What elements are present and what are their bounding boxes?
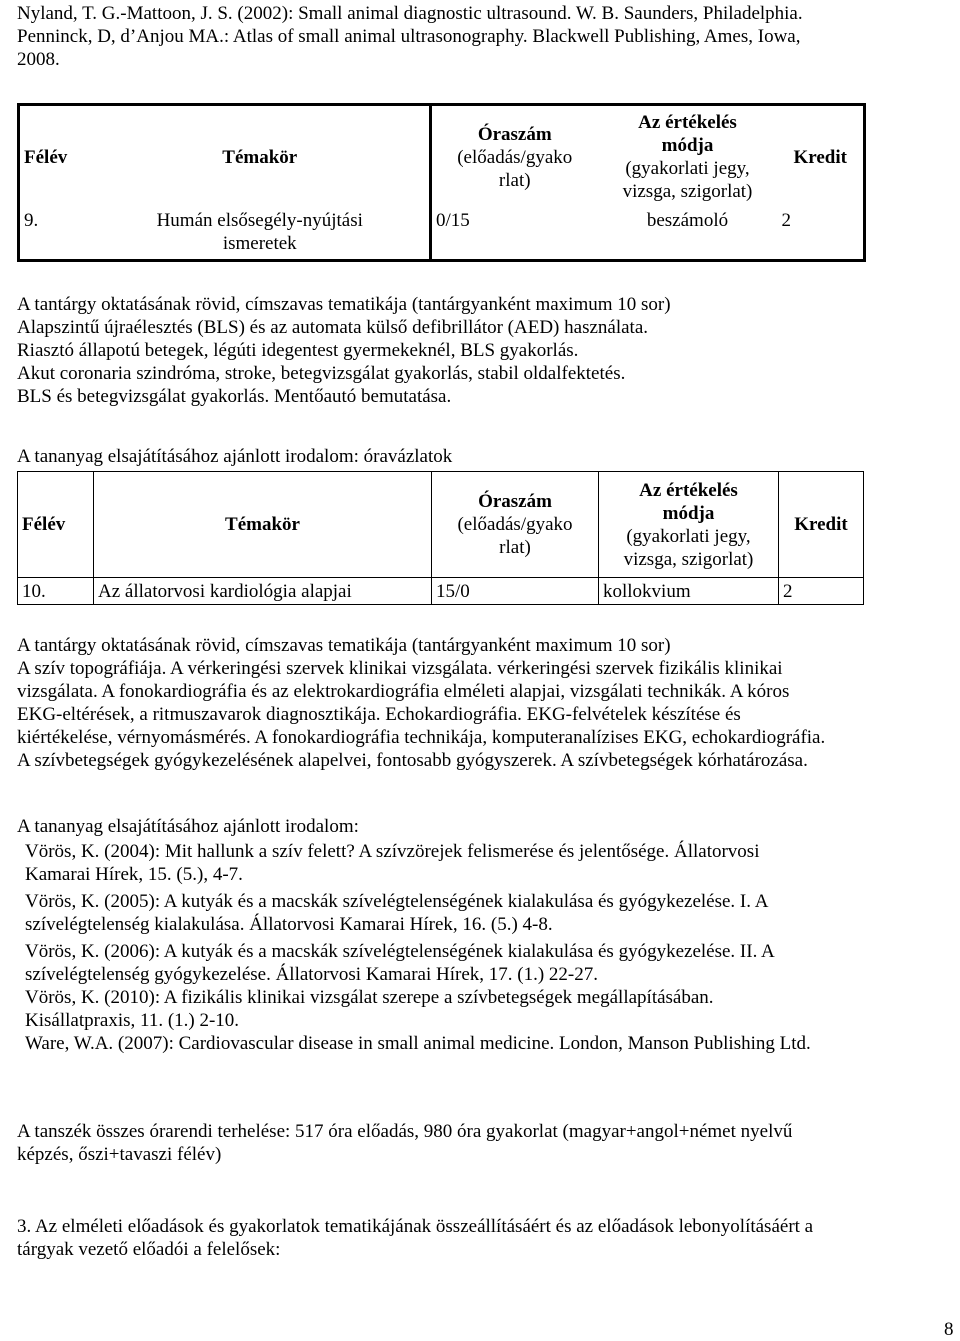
course-hours: 15/0 <box>432 578 599 605</box>
syllabus-line: Akut coronaria szindróma, stroke, betegvizsgálat gyakorlás, stabil oldalfektetés. <box>17 363 626 384</box>
course-evaluation: kollokvium <box>599 578 779 605</box>
header-semester: Félév <box>24 146 68 168</box>
syllabus-line: vizsgálata. A fonokardiográfia és az elektrokardiográfia elméleti alapjai, vizsgálati technikák. A kóros <box>17 681 790 702</box>
header-evaluation: Az értékelés módja (gyakorlati jegy, vizsga, szigorlat) <box>599 472 779 578</box>
course-table-9 <box>17 103 866 262</box>
literature-line: Vörös, K. (2010): A fizikális klinikai vizsgálat szerepe a szívbetegségek megállapításában. <box>25 987 714 1008</box>
header-credit: Kredit <box>793 146 847 168</box>
course-table-10 <box>17 471 864 605</box>
literature-list <box>17 840 957 1055</box>
course-number: 10. <box>18 578 94 605</box>
literature-line: Vörös, K. (2006): A kutyák és a macskák szívelégtelenségének kialakulása és gyógykezelése. II. A <box>25 941 775 962</box>
syllabus-line: A szívbetegségek gyógykezelésének alapelvei, fontosabb gyógyszerek. A szívbetegségek kórhatározása. <box>17 750 808 771</box>
syllabus-line: EKG-eltérések, a ritmuszavarok diagnosztikája. Echokardiográfia. EKG-felvételek készítése és <box>17 704 741 725</box>
course-number: 9. <box>24 209 39 231</box>
course-topic: Humán elsősegély-nyújtási ismeretek <box>91 209 431 261</box>
literature-line: Kamarai Hírek, 15. (5.), 4-7. <box>25 864 243 885</box>
workload-line: A tanszék összes órarendi terhelése: 517 óra előadás, 980 óra gyakorlat (magyar+angol+német nyelvű <box>17 1121 793 1142</box>
literature-line: Vörös, K. (2005): A kutyák és a macskák szívelégtelenségének kialakulása és gyógykezelése. I. A <box>25 891 769 912</box>
course-credit: 2 <box>779 578 864 605</box>
literature-line: Vörös, K. (2004): Mit hallunk a szív felett? A szívzörejek felismerése és jelentősége. Állatorvosi <box>25 841 760 862</box>
course-credit: 2 <box>781 209 791 231</box>
syllabus-line: Riasztó állapotú betegek, légúti idegentest gyermekeknél, BLS gyakorlás. <box>17 340 579 361</box>
header-credit: Kredit <box>794 514 848 535</box>
section-3-line: tárgyak vezető előadói a felelősek: <box>17 1239 281 1260</box>
course10-literature <box>17 815 957 1055</box>
references-top <box>17 2 957 71</box>
course-hours: 0/15 <box>436 209 470 231</box>
header-hours: Óraszám (előadás/gyako rlat) <box>432 472 599 578</box>
literature-line: Kisállatpraxis, 11. (1.) 2-10. <box>25 1010 240 1031</box>
course-evaluation: beszámoló <box>646 209 729 231</box>
header-topic: Témakör <box>91 105 431 209</box>
course10-syllabus <box>17 634 957 772</box>
literature-heading: A tananyag elsajátításához ajánlott irodalom: <box>17 816 359 837</box>
section-3-line: 3. Az elméleti előadások és gyakorlatok tematikájának összeállításáért és az előadások lebonyolításáért a <box>17 1216 814 1237</box>
course-topic: Az állatorvosi kardiológia alapjai <box>94 578 432 605</box>
reference-line: Penninck, D, d’Anjou MA.: Atlas of small animal ultrasonography. Blackwell Publishing, Ames, Iowa, <box>17 26 801 47</box>
workload-line: képzés, őszi+tavaszi félév) <box>17 1144 222 1165</box>
syllabus-line: A szív topográfiája. A vérkeringési szervek klinikai vizsgálata. vérkeringési szervek fizikális klinikai <box>17 658 783 679</box>
literature-line: szívelégtelenség kialakulása. Állatorvosi Kamarai Hírek, 16. (5.) 4-8. <box>25 914 553 935</box>
literature-line: szívelégtelenség gyógykezelése. Állatorvosi Kamarai Hírek, 17. (1.) 22-27. <box>25 964 598 985</box>
syllabus-heading: A tantárgy oktatásának rövid, címszavas tematikája (tantárgyanként maximum 10 sor) <box>17 635 671 656</box>
header-evaluation: Az értékelés módja (gyakorlati jegy, vizsga, szigorlat) <box>622 112 753 203</box>
header-topic: Témakör <box>94 472 432 578</box>
literature-line: Ware, W.A. (2007): Cardiovascular disease in small animal medicine. London, Manson Publishing Ltd. <box>25 1033 811 1054</box>
reference-line: Nyland, T. G.-Mattoon, J. S. (2002): Small animal diagnostic ultrasound. W. B. Saunders, Philadelphia. <box>17 3 803 24</box>
header-semester: Félév <box>18 472 94 578</box>
department-workload <box>17 1120 957 1166</box>
syllabus-line: BLS és betegvizsgálat gyakorlás. Mentőautó bemutatása. <box>17 386 452 407</box>
page-number: 8 <box>944 1319 954 1340</box>
course9-syllabus <box>17 293 957 408</box>
course9-literature: A tananyag elsajátításához ajánlott irodalom: óravázlatok <box>17 446 453 467</box>
section-3 <box>17 1215 957 1261</box>
syllabus-line: kiértékelése, vérnyomásmérés. A fonokardiográfia technikája, komputeranalízises EKG, echokardiográfia. <box>17 727 826 748</box>
syllabus-line: Alapszintű újraélesztés (BLS) és az automata külső defibrillátor (AED) használata. <box>17 317 648 338</box>
reference-line: 2008. <box>17 49 60 70</box>
header-hours: Óraszám (előadás/gyako rlat) <box>457 123 573 191</box>
syllabus-heading: A tantárgy oktatásának rövid, címszavas tematikája (tantárgyanként maximum 10 sor) <box>17 294 671 315</box>
